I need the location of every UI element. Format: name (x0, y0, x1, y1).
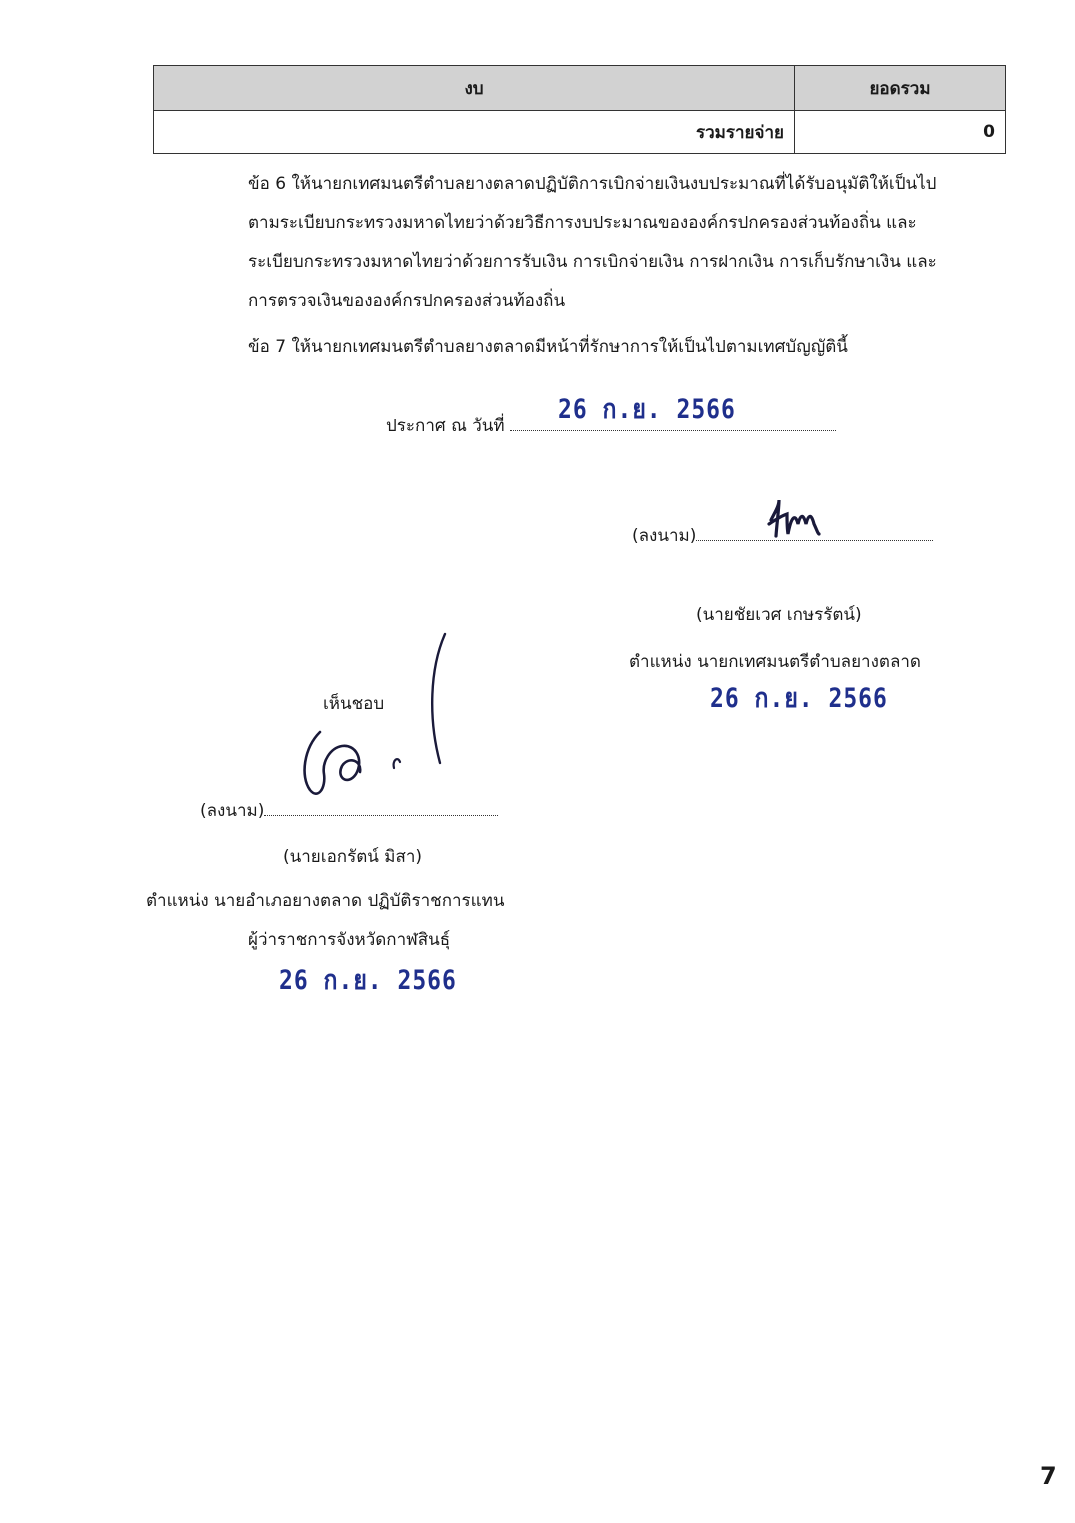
total-expense-value: 0 (795, 111, 1006, 154)
mayor-sign-label: (ลงนาม) (632, 526, 697, 546)
signature-dotted-line (264, 814, 498, 816)
approver-sign-line (200, 797, 498, 824)
clause-6-line: ตามระเบียบกระทรวงมหาดไทยว่าด้วยวิธีการงบประมาณขององค์กรปกครองส่วนท้องถิ่น และ (248, 213, 917, 233)
approver-date-stamp: 26 ก.ย. 2566 (279, 966, 457, 996)
approver-sign-label: (ลงนาม) (200, 801, 265, 821)
clause-6-line: ข้อ 6 ให้นายกเทศมนตรีตำบลยางตลาดปฏิบัติการเบิกจ่ายเงินงบประมาณที่ได้รับอนุมัติให้เป็นไป (248, 174, 937, 194)
table-header-total: ยอดรวม (795, 66, 1006, 111)
mayor-signature (765, 494, 825, 540)
approver-name: (นายเอกรัตน์ มิสา) (283, 847, 423, 867)
approver-signature (290, 628, 450, 808)
approver-position-line2: ผู้ว่าราชการจังหวัดกาฬสินธุ์ (248, 930, 451, 950)
announcement-date-stamp: 26 ก.ย. 2566 (558, 395, 736, 425)
clause-6-line: การตรวจเงินขององค์กรปกครองส่วนท้องถิ่น (248, 291, 566, 311)
approve-label: เห็นชอบ (323, 694, 385, 714)
approver-position-line1: ตำแหน่ง นายอำเภอยางตลาด ปฏิบัติราชการแทน (146, 891, 505, 911)
announcement-label: ประกาศ ณ วันที่ (386, 416, 505, 436)
clause-6-line: ระเบียบกระทรวงมหาดไทยว่าด้วยการรับเงิน การเบิกจ่ายเงิน การฝากเงิน การเก็บรักษาเงิน และ (248, 252, 937, 272)
clause-6 (248, 165, 988, 321)
total-expense-label: รวมรายจ่าย (154, 111, 795, 154)
budget-summary-table (153, 65, 1006, 154)
mayor-position: ตำแหน่ง นายกเทศมนตรีตำบลยางตลาด (629, 652, 921, 672)
page-number: 7 (1040, 1462, 1057, 1490)
table-header-budget: งบ (154, 66, 795, 111)
table-header-row (154, 66, 1006, 111)
clause-7: ข้อ 7 ให้นายกเทศมนตรีตำบลยางตลาดมีหน้าที่รักษาการให้เป็นไปตามเทศบัญญัตินี้ (248, 337, 848, 357)
mayor-date-stamp: 26 ก.ย. 2566 (710, 684, 888, 714)
table-row (154, 111, 1006, 154)
mayor-name: (นายชัยเวศ เกษรรัตน์) (696, 605, 862, 625)
